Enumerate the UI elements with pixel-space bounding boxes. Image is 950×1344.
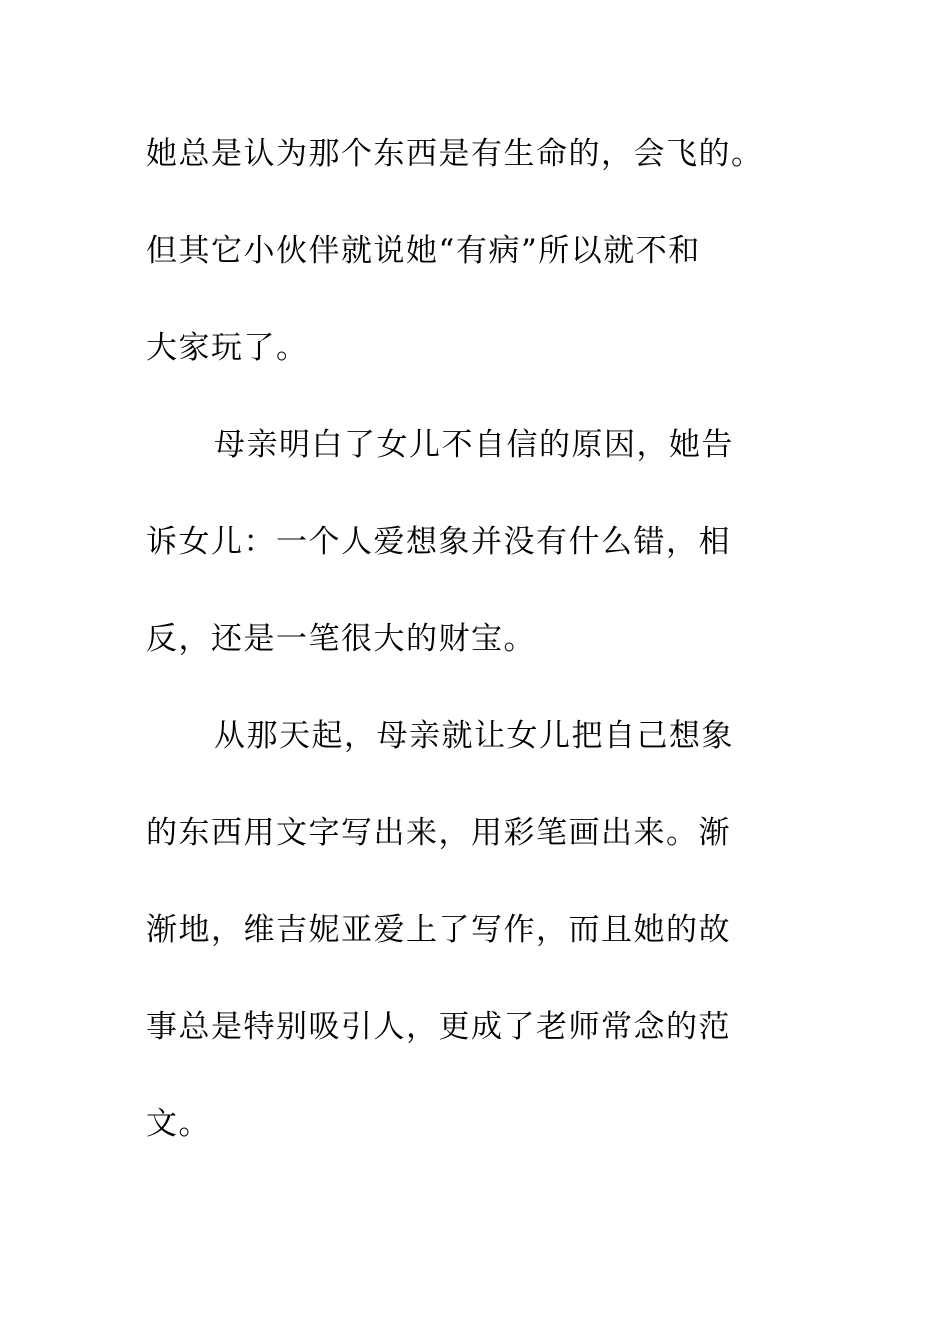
paragraph-line: 母亲明白了女儿不自信的原因，她告 <box>214 427 734 463</box>
paragraph-line: 她总是认为那个东西是有生命的，会飞的。 <box>146 136 764 172</box>
paragraph-line: 事总是特别吸引人，更成了老师常念的范 <box>146 1009 731 1045</box>
paragraph-line: 反，还是一笔很大的财宝。 <box>146 621 536 657</box>
paragraph-line: 的东西用文字写出来，用彩笔画出来。渐 <box>146 815 731 851</box>
paragraph-line: 文。 <box>146 1106 211 1142</box>
paragraph-line: 渐地，维吉妮亚爱上了写作，而且她的故 <box>146 912 731 948</box>
paragraph-line: 从那天起，母亲就让女儿把自己想象 <box>214 718 734 754</box>
paragraph-line: 但其它小伙伴就说她“有病”所以就不和 <box>146 233 701 269</box>
paragraph-line: 诉女儿：一个人爱想象并没有什么错，相 <box>146 524 731 560</box>
paragraph-line: 大家玩了。 <box>146 330 309 366</box>
